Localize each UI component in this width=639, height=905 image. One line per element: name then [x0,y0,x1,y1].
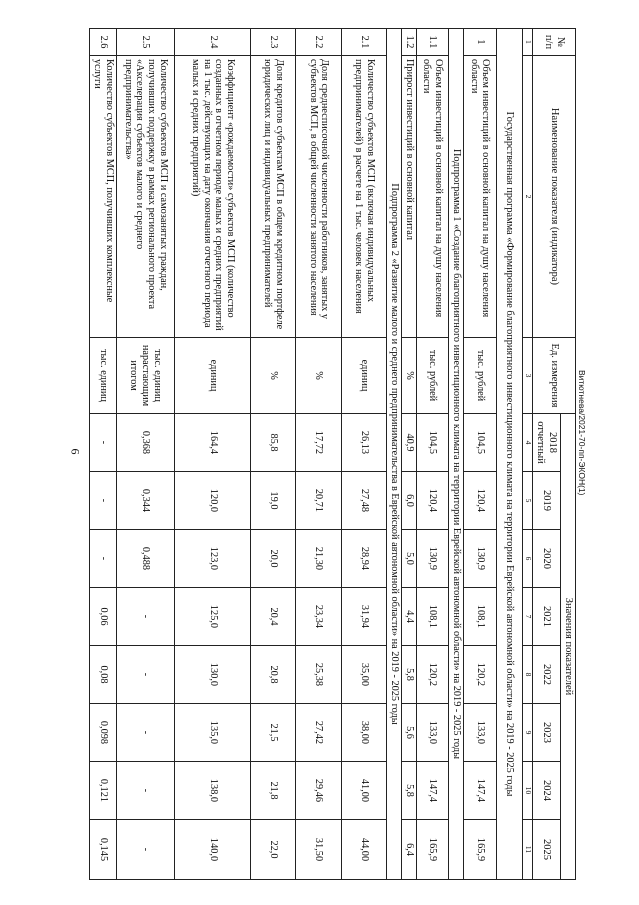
value-cell: 31,94 [341,588,386,646]
col-number: 4 [522,414,532,472]
header-year: 2024 [532,762,560,820]
value-cell: 120,4 [463,472,496,530]
value-cell: 0,344 [116,472,174,530]
header-unit: Ед. измерения [532,338,575,414]
value-cell: 5,0 [401,530,416,588]
indicator-name-cell: Прирост инвестиций в основной капитал [401,56,416,338]
value-cell: 104,5 [463,414,496,472]
value-cell: 0,488 [116,530,174,588]
col-number: 7 [522,588,532,646]
header-year: 2025 [532,820,560,880]
header-year: 2021 [532,588,560,646]
indicators-table [89,28,576,880]
indicator-name-cell: Объем инвестиций в основной капитал на душу населения области [463,56,496,338]
table-row [251,29,296,880]
col-number: 6 [522,530,532,588]
unit-cell: % [401,338,416,414]
section-state-program: Государственная программа «Формирование благоприятного инвестиционного климата на территории Еврейской автономной области» на 2019 - 2025 годы [496,29,522,880]
value-cell: 20,4 [251,588,296,646]
value-cell: - [116,820,174,880]
row-number-cell: 2.2 [296,29,341,56]
unit-cell: % [296,338,341,414]
value-cell: 130,9 [463,530,496,588]
unit-cell: единиц [175,338,251,414]
value-cell: 164,4 [175,414,251,472]
section-subprogram-2: Подпрограмма 2 «Развитие малого и среднего предпринимательства в Еврейской автономной области» на 2019 - 2025 годы [386,29,401,880]
table-row [463,29,496,880]
unit-cell: % [251,338,296,414]
value-cell: - [116,704,174,762]
row-number-cell: 1.1 [416,29,448,56]
header-values: Значения показателей [560,414,575,880]
value-cell: 40,9 [401,414,416,472]
rotated-table-wrapper [89,28,576,879]
unit-cell: тыс. единиц нарастающим итогом [116,338,174,414]
value-cell: - [90,530,117,588]
value-cell: 108,1 [416,588,448,646]
value-cell: 165,9 [416,820,448,880]
value-cell: 6,0 [401,472,416,530]
value-cell: 44,00 [341,820,386,880]
value-cell: 20,71 [296,472,341,530]
value-cell: 20,0 [251,530,296,588]
row-number-cell: 2.5 [116,29,174,56]
value-cell: 135,0 [175,704,251,762]
value-cell: 147,4 [463,762,496,820]
value-cell: 41,00 [341,762,386,820]
value-cell: - [90,414,117,472]
table-row [401,29,416,880]
value-cell: 0,098 [90,704,117,762]
value-cell: 5,8 [401,646,416,704]
value-cell: - [116,762,174,820]
indicator-name-cell: Количество субъектов МСП (включая индивидуальных предпринимателей) в расчете на 1 тыс. человек населения [341,56,386,338]
footer-note-text: Витютнева/2021-70-пп-ЭКОН(1) [577,370,587,496]
footer-note [577,370,603,496]
value-cell: 130,9 [416,530,448,588]
header-year: 2020 [532,530,560,588]
value-cell: 0,145 [90,820,117,880]
value-cell: 0,121 [90,762,117,820]
value-cell: 120,4 [416,472,448,530]
value-cell: 138,0 [175,762,251,820]
unit-cell: тыс. рублей [416,338,448,414]
row-number-cell: 2.4 [175,29,251,56]
header-year: 2018 отчетный [532,414,560,472]
value-cell: 120,0 [175,472,251,530]
rows-group-2 [401,29,448,880]
value-cell: 28,94 [341,530,386,588]
value-cell: 0,06 [90,588,117,646]
value-cell: 31,50 [296,820,341,880]
value-cell: 123,0 [175,530,251,588]
value-cell: 0,08 [90,646,117,704]
value-cell: 17,72 [296,414,341,472]
value-cell: 120,2 [416,646,448,704]
value-cell: 27,48 [341,472,386,530]
col-number: 10 [522,762,532,820]
value-cell: 85,8 [251,414,296,472]
col-number: 8 [522,646,532,704]
col-number: 5 [522,472,532,530]
table-row [296,29,341,880]
rows-group-1 [463,29,496,880]
value-cell: 38,00 [341,704,386,762]
header-year: 2023 [532,704,560,762]
table-row [416,29,448,880]
page-number: 6 [68,448,83,455]
value-cell: 5,6 [401,704,416,762]
indicator-name-cell: Коэффициент «рождаемости» субъектов МСП (количество созданных в отчетном периоде малых и средних предприятий на 1 тыс. действующих на дату окончания отчетного периода малых и средних предприятий) [175,56,251,338]
col-number: 11 [522,820,532,880]
value-cell: 23,34 [296,588,341,646]
row-number-cell: 1.2 [401,29,416,56]
indicator-name-cell: Количество субъектов МСП, получивших комплексные услуги [90,56,117,338]
row-number-cell: 1 [463,29,496,56]
value-cell: - [116,646,174,704]
table-row [90,29,117,880]
header-no: № п/п [532,29,575,56]
value-cell: 19,0 [251,472,296,530]
value-cell: 21,5 [251,704,296,762]
value-cell: 125,0 [175,588,251,646]
value-cell: 20,8 [251,646,296,704]
value-cell: 165,9 [463,820,496,880]
value-cell: 140,0 [175,820,251,880]
row-number-cell: 2.6 [90,29,117,56]
value-cell: 133,0 [463,704,496,762]
indicator-name-cell: Доля среднесписочной численности работников, занятых у субъектов МСП, в общей численности занятого населения [296,56,341,338]
value-cell: 0,368 [116,414,174,472]
col-number: 9 [522,704,532,762]
value-cell: - [90,472,117,530]
unit-cell: тыс. единиц [90,338,117,414]
indicator-name-cell: Доля кредитов субъектам МСП в общем кредитном портфеле юридических лиц и индивидуальных предпринимателей [251,56,296,338]
value-cell: 104,5 [416,414,448,472]
value-cell: 4,4 [401,588,416,646]
value-cell: 108,1 [463,588,496,646]
header-name: Наименование показателя (индикатора) [532,56,575,338]
indicator-name-cell: Объем инвестиций в основной капитал на душу населения области [416,56,448,338]
row-number-cell: 2.1 [341,29,386,56]
indicator-name-cell: Количество субъектов МСП и самозанятых граждан, получивших поддержку в рамках регионального проекта «Акселерация субъектов малого и среднего предпринимательства» [116,56,174,338]
value-cell: 25,38 [296,646,341,704]
table-row [341,29,386,880]
section-subprogram-1: Подпрограмма 1 «Создание благоприятного инвестиционного климата на территории Еврейской автономной области» на 2019 - 2025 годы [448,29,463,880]
value-cell: 147,4 [416,762,448,820]
value-cell: - [116,588,174,646]
value-cell: 27,42 [296,704,341,762]
value-cell: 26,13 [341,414,386,472]
rows-group-3 [90,29,387,880]
value-cell: 6,4 [401,820,416,880]
col-number: 3 [522,338,532,414]
table-row [175,29,251,880]
value-cell: 29,46 [296,762,341,820]
value-cell: 5,8 [401,762,416,820]
value-cell: 21,30 [296,530,341,588]
value-cell: 35,00 [341,646,386,704]
unit-cell: тыс. рублей [463,338,496,414]
header-year: 2022 [532,646,560,704]
value-cell: 22,0 [251,820,296,880]
col-number: 1 [522,29,532,56]
value-cell: 130,0 [175,646,251,704]
value-cell: 120,2 [463,646,496,704]
row-number-cell: 2.3 [251,29,296,56]
value-cell: 133,0 [416,704,448,762]
value-cell: 21,8 [251,762,296,820]
table-row [116,29,174,880]
unit-cell: единиц [341,338,386,414]
header-year: 2019 [532,472,560,530]
col-number: 2 [522,56,532,338]
